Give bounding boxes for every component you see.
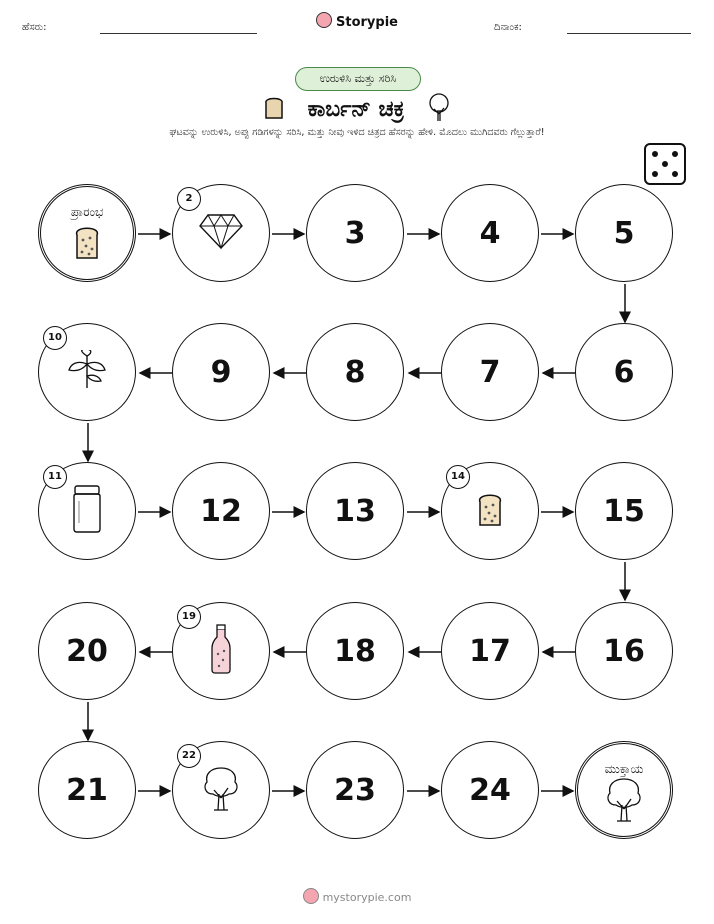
board-space-11 [38, 462, 136, 560]
name-label: ಹೆಸರು: [22, 22, 47, 33]
space-number-badge: 22 [177, 744, 201, 768]
start-label: ಪ್ರಾರಂಭ [70, 205, 104, 219]
board-space-9 [172, 323, 270, 421]
soda-bottle-icon [210, 624, 232, 678]
space-number-badge: 19 [177, 605, 201, 629]
board-space-8 [306, 323, 404, 421]
board-space-2 [172, 184, 270, 282]
space-number: 16 [603, 633, 645, 669]
space-number: 18 [334, 633, 376, 669]
bread-icon [475, 490, 505, 532]
space-number: 9 [210, 354, 232, 390]
bread-icon [72, 223, 102, 265]
board-space-18 [306, 602, 404, 700]
space-number: 17 [469, 633, 511, 669]
space-number-badge: 10 [43, 326, 67, 350]
board-space-7 [441, 323, 539, 421]
board-space-16 [575, 602, 673, 700]
board-space-5 [575, 184, 673, 282]
storypie-logo-icon [303, 888, 319, 904]
board-space-23 [306, 741, 404, 839]
board-space-13 [306, 462, 404, 560]
finish-space [575, 741, 673, 839]
space-number: 23 [334, 772, 376, 808]
finish-label: ಮುಕ್ತಾಯ [604, 762, 644, 776]
space-number-badge: 11 [43, 465, 67, 489]
diamond-icon [198, 212, 244, 254]
start-space [38, 184, 136, 282]
jar-icon [70, 485, 104, 537]
footer-url: mystorypie.com [322, 891, 412, 904]
board-space-24 [441, 741, 539, 839]
space-number: 15 [603, 493, 645, 529]
board-space-21 [38, 741, 136, 839]
space-number: 12 [200, 493, 242, 529]
space-number-badge: 2 [177, 187, 201, 211]
board-space-22 [172, 741, 270, 839]
instructions: ಘಟವನ್ನು ಉರುಳಿಸಿ, ಅಪ್ಪು ಗಡಿಗಳನ್ನು ಸರಿಸಿ, ಮತ್ತು ನೀವು ಇಳಿದ ಚಿತ್ರದ ಹೆಸರನ್ನು ಹೇಳಿ. ಮೊದಲು ಮುಗಿದವರು ಗೆಲ್ಲುತ್ತಾರೆ! [169, 127, 545, 138]
tree-icon [201, 764, 241, 816]
space-number: 13 [334, 493, 376, 529]
board-space-10 [38, 323, 136, 421]
board-space-17 [441, 602, 539, 700]
board-space-6 [575, 323, 673, 421]
space-number: 24 [469, 772, 511, 808]
title-text: ಕಾರ್ಬನ್ ಚಕ್ರ [307, 97, 405, 122]
activity-tag: ಉರುಳಿಸಿ ಮತ್ತು ಸರಿಸಿ [295, 67, 421, 91]
space-number: 4 [479, 215, 501, 251]
board-space-14 [441, 462, 539, 560]
board-space-12 [172, 462, 270, 560]
space-number-badge: 14 [446, 465, 470, 489]
footer [0, 888, 714, 904]
space-number: 20 [66, 633, 108, 669]
board-space-19 [172, 602, 270, 700]
board-space-3 [306, 184, 404, 282]
space-number: 7 [479, 354, 501, 390]
board-space-15 [575, 462, 673, 560]
space-number: 3 [344, 215, 366, 251]
leaf-branch-icon [65, 350, 109, 394]
board-space-4 [441, 184, 539, 282]
date-label: ದಿನಾಂಕ: [494, 22, 522, 33]
space-number: 8 [344, 354, 366, 390]
brand-name: Storypie [336, 15, 398, 30]
space-number: 5 [613, 215, 635, 251]
space-number: 6 [613, 354, 635, 390]
board-space-20 [38, 602, 136, 700]
tree-icon [604, 775, 644, 827]
space-number: 21 [66, 772, 108, 808]
